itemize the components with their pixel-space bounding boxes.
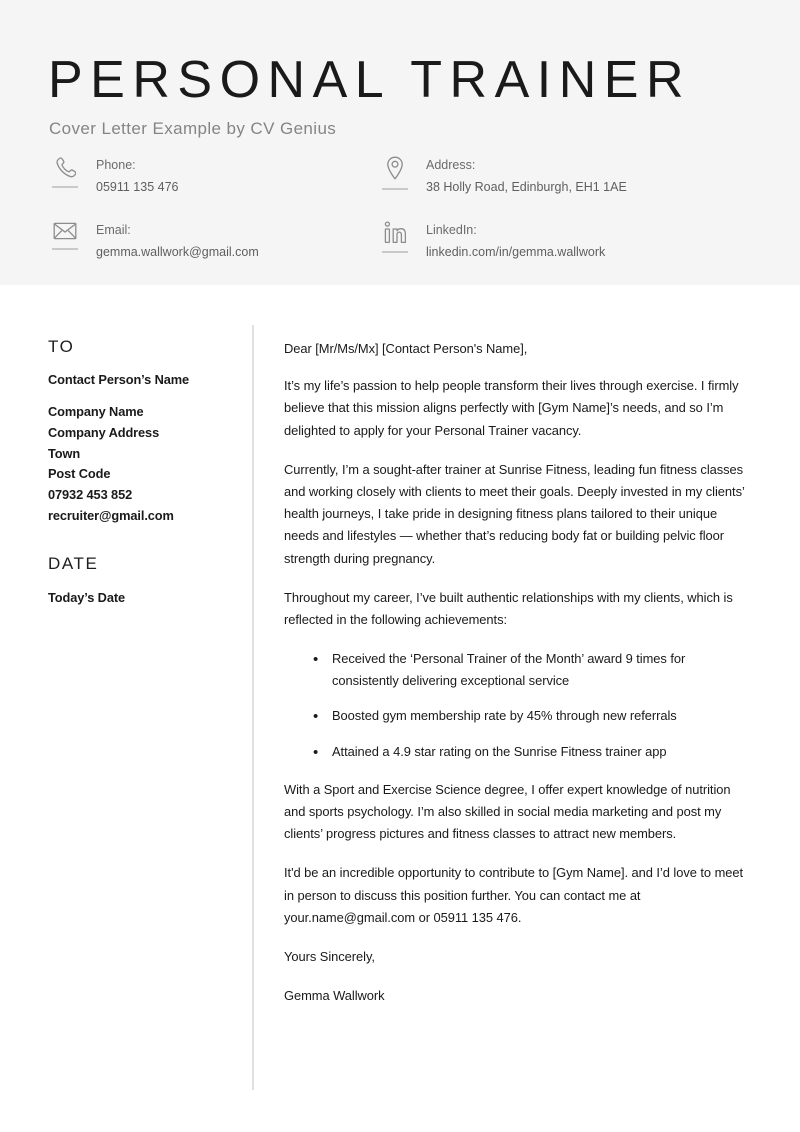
recipient-company: Company Name <box>48 404 144 420</box>
recipient-email: recruiter@gmail.com <box>48 507 174 523</box>
recipient-sidebar <box>48 337 238 609</box>
email-label: Email: <box>96 223 131 237</box>
page-subtitle: Cover Letter Example by CV Genius <box>49 119 337 138</box>
map-pin-icon <box>378 155 412 190</box>
letter-signature: Gemma Wallwork <box>284 988 385 1004</box>
icon-underline <box>382 188 408 190</box>
address-value: 38 Holly Road, Edinburgh, EH1 1AE <box>426 180 627 195</box>
column-divider <box>252 325 254 1090</box>
letter-paragraph-3: Throughout my career, I’ve built authentic relationships with my clients, which is reflected in the following achievements: <box>284 589 733 627</box>
list-item: • Attained a 4.9 star rating on the Sunrise Fitness trainer app <box>284 741 754 763</box>
phone-icon <box>48 155 82 188</box>
letter-closing: Yours Sincerely, <box>284 948 375 964</box>
date-heading: DATE <box>48 554 99 574</box>
address-label: Address: <box>426 158 476 172</box>
phone-value: 05911 135 476 <box>96 180 179 195</box>
contact-item-email <box>48 220 259 261</box>
achievements-list <box>284 648 754 763</box>
icon-underline <box>52 248 78 250</box>
contact-item-linkedin <box>378 220 605 261</box>
envelope-icon <box>48 220 82 250</box>
contact-item-address <box>378 155 627 196</box>
letter-salutation: Dear [Mr/Ms/Mx] [Contact Person's Name], <box>284 341 528 356</box>
linkedin-value: linkedin.com/in/gemma.wallwork <box>426 245 606 260</box>
list-item: • Received the ‘Personal Trainer of the Month’ award 9 times for consistently delivering exceptional service <box>284 648 754 692</box>
letter-body <box>284 338 754 1024</box>
recipient-post-code: Post Code <box>48 466 111 482</box>
letter-paragraph-4: With a Sport and Exercise Science degree, I offer expert knowledge of nutrition and sports psychology. I’m also skilled in social media marketing and post my clients’ progress pictures and fitness classes to attract new members. <box>284 781 731 842</box>
page-title: PERSONAL TRAINER <box>48 51 692 109</box>
recipient-phone: 07932 453 852 <box>48 486 133 502</box>
recipient-company-address: Company Address <box>48 424 160 440</box>
document-header <box>0 0 800 285</box>
email-value: gemma.wallwork@gmail.com <box>96 245 259 260</box>
letter-paragraph-2: Currently, I’m a sought-after trainer at Sunrise Fitness, leading fun fitness classes and working closely with clients to meet their goals. Deeply invested in my clients’ health journeys, I take pride in designing fitness plans tailored to their unique needs and lifestyles — whether that’s reducing body fat or building pelvic floor strength during pregnancy. <box>284 461 745 566</box>
to-heading: TO <box>48 337 75 356</box>
letter-paragraph-1: It’s my life’s passion to help people transform their lives through exercise. I firmly believe that this mission aligns perfectly with [Gym Name]’s needs, and so I’m delighted to apply for your Personal Trainer vacancy. <box>284 378 739 438</box>
linkedin-icon <box>378 220 412 253</box>
contact-item-phone <box>48 155 179 196</box>
icon-underline <box>382 251 408 253</box>
date-value: Today’s Date <box>48 589 126 605</box>
list-item: • Boosted gym membership rate by 45% through new referrals <box>284 705 754 727</box>
icon-underline <box>52 186 78 188</box>
recipient-town: Town <box>48 445 81 461</box>
letter-paragraph-5: It'd be an incredible opportunity to contribute to [Gym Name]. and I’d love to meet in person to discuss this position further. You can contact me at your.name@gmail.com or 05911 135 476. <box>284 865 744 925</box>
recipient-name: Contact Person’s Name <box>48 372 190 388</box>
phone-label: Phone: <box>96 158 136 172</box>
linkedin-label: LinkedIn: <box>426 223 477 237</box>
